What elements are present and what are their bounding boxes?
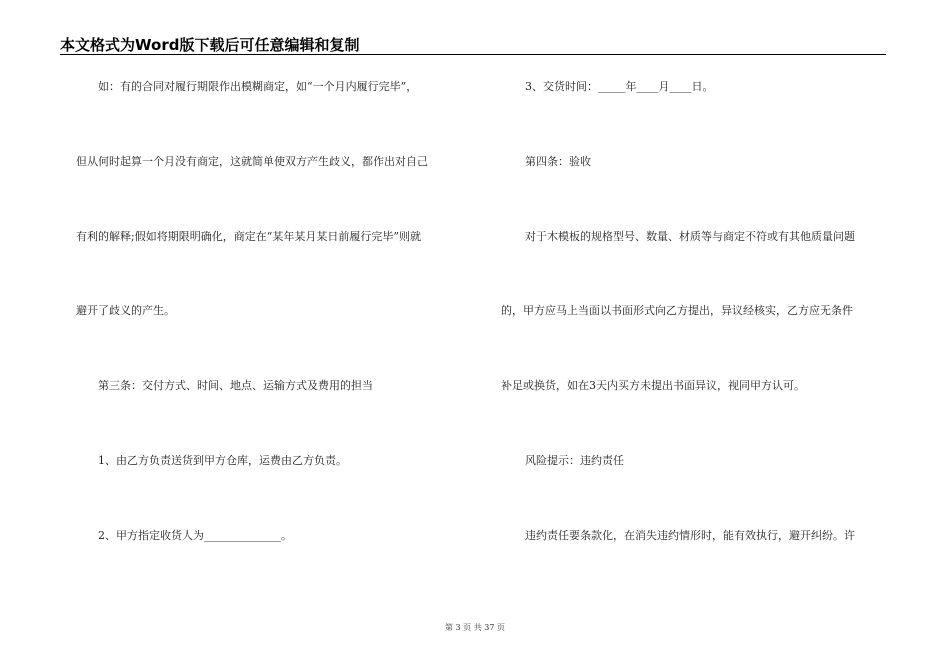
right-line-1: 3、交货时间：_____年____月____日。: [525, 80, 714, 93]
left-line-1: 如：有的合同对履行期限作出模糊商定，如“一个月内履行完毕”，: [98, 80, 418, 93]
page-footer: 第 3 页 共 37 页: [445, 623, 505, 632]
right-line-7: 违约责任要条款化，在消失违约情形时，能有效执行，避开纠纷。许: [525, 529, 855, 542]
right-line-5: 补足或换货，如在3天内买方未提出书面异议，视同甲方认可。: [501, 379, 805, 392]
page-header: [60, 32, 886, 55]
left-line-7: 2、甲方指定收货人为______________。: [98, 529, 292, 542]
right-line-3: 对于木模板的规格型号、数量、材质等与商定不符或有其他质量问题: [525, 230, 855, 243]
right-line-6: 风险提示：违约责任: [525, 454, 624, 467]
left-line-4: 避开了歧义的产生。: [76, 304, 175, 317]
left-line-2: 但从何时起算一个月没有商定，这就简单使双方产生歧义，都作出对自己: [76, 155, 428, 168]
left-line-3: 有利的解释;假如将期限明确化，商定在“某年某月某日前履行完毕”则就: [76, 230, 421, 243]
left-line-6: 1、由乙方负责送货到甲方仓库，运费由乙方负责。: [98, 454, 347, 467]
right-line-4: 的，甲方应马上当面以书面形式向乙方提出，异议经核实，乙方应无条件: [501, 304, 853, 317]
right-line-2: 第四条：验收: [525, 155, 591, 168]
left-line-5: 第三条：交付方式、时间、地点、运输方式及费用的担当: [98, 379, 373, 392]
header-title: 本文格式为Word版下载后可任意编辑和复制: [60, 36, 360, 54]
